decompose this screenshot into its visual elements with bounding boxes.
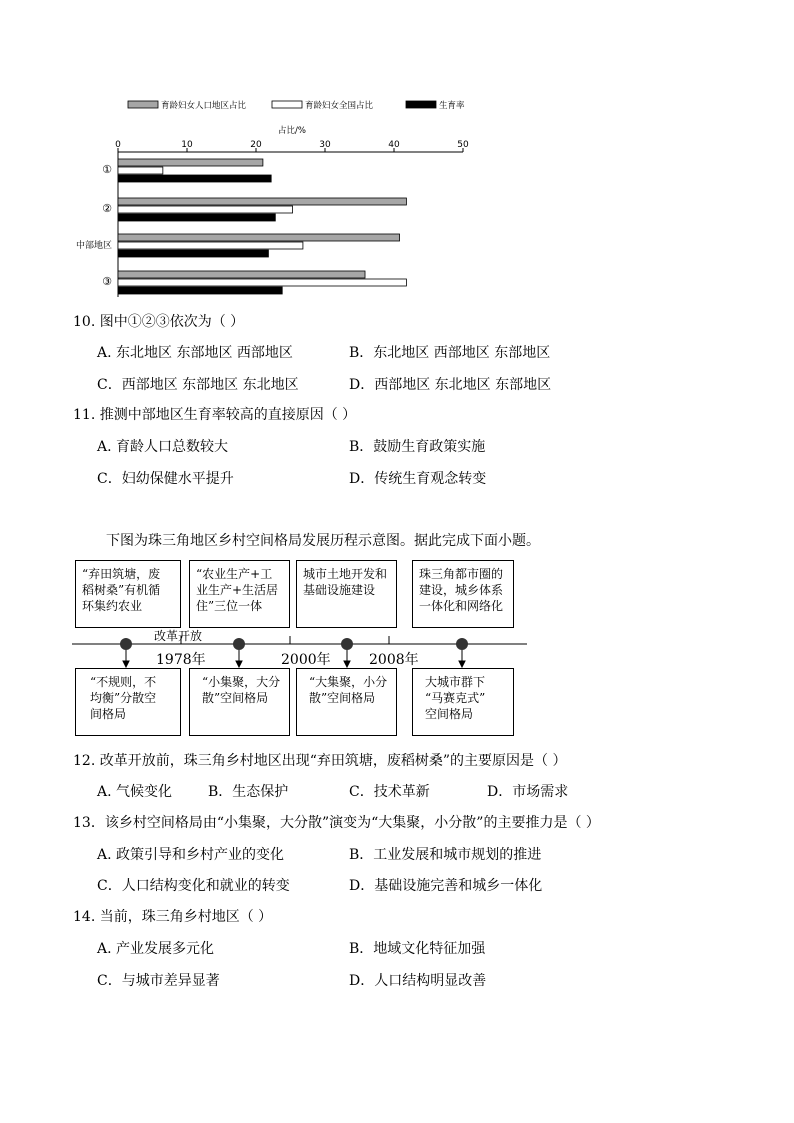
q14-option-b[interactable]: B．地域文化特征加强	[349, 941, 486, 957]
bar	[118, 287, 282, 294]
bar	[118, 214, 275, 221]
year-2008: 2008年	[369, 652, 419, 668]
q14-stem: 14. 当前，珠三角乡村地区（ ）	[73, 909, 273, 925]
reform-label: 改革开放	[154, 629, 203, 643]
q11-option-c[interactable]: C．妇幼保健水平提升	[97, 471, 234, 487]
q14-option-d[interactable]: D．人口结构明显改善	[349, 973, 487, 989]
category-label: ①	[102, 163, 112, 176]
intro-text: 下图为珠三角地区乡村空间格局发展历程示意图。据此完成下面小题。	[106, 533, 540, 549]
x-tick-label: 50	[457, 140, 469, 150]
bottom-box-3: “大集聚，小分 散”空间格局	[296, 668, 397, 736]
q13-option-b[interactable]: B．工业发展和城市规划的推进	[349, 847, 542, 863]
top-box-4: 珠三角都市圈的 建设，城乡体系 一体化和网络化	[412, 560, 514, 628]
category-label: ②	[102, 202, 112, 215]
legend-swatch	[406, 101, 436, 108]
q13-stem: 13．该乡村空间格局由“小集聚，大分散”演变为“大集聚，小分散”的主要推力是（ ）	[73, 815, 600, 831]
bar	[118, 175, 271, 182]
x-tick-label: 30	[319, 140, 331, 150]
q12-option-a[interactable]: A. 气候变化	[97, 784, 173, 800]
legend-swatch	[128, 101, 158, 108]
year-1978: 1978年	[156, 652, 206, 668]
top-box-3: 城市土地开发和 基础设施建设	[296, 560, 397, 628]
q13-option-c[interactable]: C．人口结构变化和就业的转变	[97, 878, 290, 894]
category-label: 中部地区	[75, 241, 112, 251]
q12-option-c[interactable]: C．技术革新	[349, 784, 430, 800]
category-label: ③	[102, 275, 112, 288]
bar	[118, 206, 293, 213]
q11-option-a[interactable]: A. 育龄人口总数较大	[97, 439, 229, 455]
bar	[118, 159, 263, 166]
x-tick-label: 40	[388, 140, 400, 150]
q11-option-b[interactable]: B．鼓励生育政策实施	[349, 439, 486, 455]
q14-option-a[interactable]: A. 产业发展多元化	[97, 941, 215, 957]
timeline-dot	[233, 638, 245, 650]
bottom-box-1: “不规则，不 均衡”分散空 间格局	[75, 668, 181, 736]
q10-option-b[interactable]: B．东北地区 西部地区 东部地区	[349, 345, 551, 361]
legend-label: 生育率	[439, 101, 465, 111]
q10-option-d[interactable]: D．西部地区 东北地区 东部地区	[349, 377, 552, 393]
timeline-dot	[456, 638, 468, 650]
x-axis-label: 占比/%	[278, 126, 306, 136]
timeline-dot	[120, 638, 132, 650]
bar	[118, 271, 365, 278]
q10-stem: 10. 图中①②③依次为（ ）	[73, 314, 245, 330]
bar	[118, 167, 163, 174]
bar	[118, 198, 406, 205]
q12-option-b[interactable]: B．生态保护	[208, 784, 289, 800]
q13-option-d[interactable]: D．基础设施完善和城乡一体化	[349, 878, 543, 894]
year-2000: 2000年	[281, 652, 331, 668]
bar	[118, 279, 406, 286]
bar-chart	[0, 0, 794, 310]
q10-option-a[interactable]: A. 东北地区 东部地区 西部地区	[97, 345, 293, 361]
bar	[118, 250, 268, 257]
x-tick-label: 20	[250, 140, 262, 150]
q11-stem: 11. 推测中部地区生育率较高的直接原因（ ）	[73, 407, 357, 423]
q13-option-a[interactable]: A. 政策引导和乡村产业的变化	[97, 847, 285, 863]
q12-option-d[interactable]: D．市场需求	[487, 784, 569, 800]
top-box-2: “农业生产+工 业生产+生活居 住”三位一体	[189, 560, 290, 628]
x-tick-label: 10	[181, 140, 193, 150]
x-tick-label: 0	[115, 140, 121, 150]
bar	[118, 234, 400, 241]
q10-option-c[interactable]: C．西部地区 东部地区 东北地区	[97, 377, 299, 393]
bar	[118, 242, 303, 249]
bottom-box-2: “小集聚，大分 散”空间格局	[189, 668, 290, 736]
q11-option-d[interactable]: D．传统生育观念转变	[349, 471, 487, 487]
bottom-box-4: 大城市群下 “马赛克式” 空间格局	[412, 668, 514, 736]
legend-swatch	[272, 101, 302, 108]
top-box-1: “弃田筑塘，废 稻树桑”有机循 环集约农业	[75, 560, 181, 628]
legend-label: 育龄妇女全国占比	[305, 101, 374, 111]
legend-label: 育龄妇女人口地区占比	[161, 101, 247, 111]
timeline-dot	[341, 638, 353, 650]
q12-stem: 12. 改革开放前，珠三角乡村地区出现“弃田筑塘，废稻树桑”的主要原因是（ ）	[73, 753, 567, 769]
q14-option-c[interactable]: C．与城市差异显著	[97, 973, 220, 989]
